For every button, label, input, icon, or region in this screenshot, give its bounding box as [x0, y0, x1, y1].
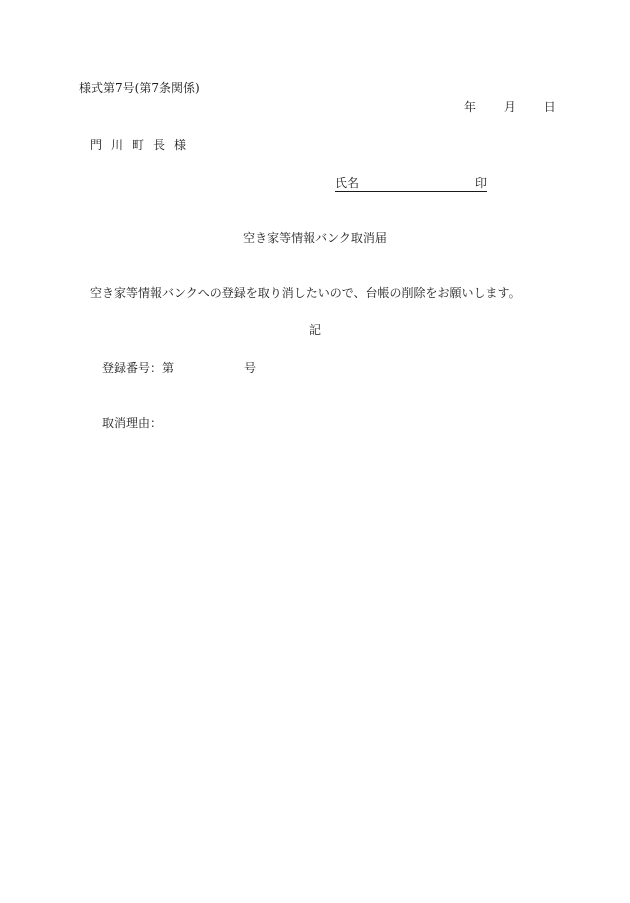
date-year-label: 年 — [464, 100, 477, 114]
seal-label: 印 — [474, 176, 487, 190]
cancellation-reason-line — [102, 415, 162, 431]
applicant-name-line — [335, 175, 487, 192]
date-day-label: 日 — [543, 100, 556, 114]
addressee: 門川町長様 — [90, 138, 196, 152]
date-month-label: 月 — [503, 100, 516, 114]
body-text: 空き家等情報バンクへの登録を取り消したいので、台帳の削除をお願いします。 — [90, 286, 521, 300]
name-label: 氏名 — [335, 176, 360, 190]
registration-number-line — [102, 360, 256, 376]
date-line — [464, 99, 556, 115]
form-title: 空き家等情報バンク取消届 — [243, 231, 387, 245]
registration-label: 登録番号：第 — [102, 361, 175, 375]
registration-suffix: 号 — [244, 361, 257, 375]
form-number: 様式第7号(第7条関係) — [79, 81, 200, 95]
ki-heading: 記 — [308, 323, 321, 337]
reason-label: 取消理由： — [102, 416, 163, 430]
